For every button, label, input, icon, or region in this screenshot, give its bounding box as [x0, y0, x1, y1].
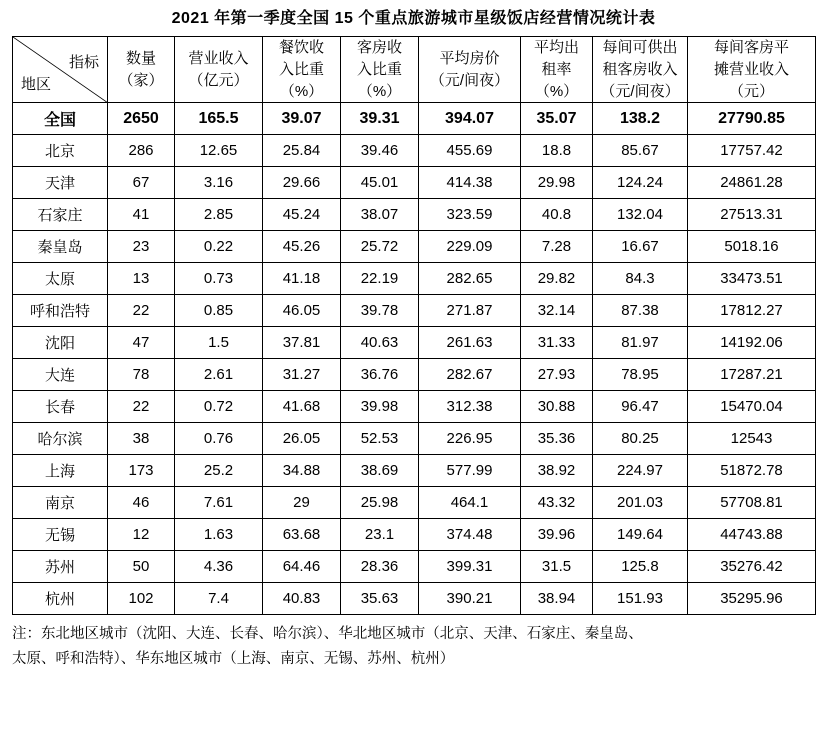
- data-cell: 38.92: [521, 455, 593, 487]
- data-cell: 271.87: [419, 295, 521, 327]
- data-cell: 29.66: [263, 167, 341, 199]
- data-cell: 39.78: [341, 295, 419, 327]
- data-cell: 29.98: [521, 167, 593, 199]
- column-header-count: [108, 37, 175, 103]
- header-line: （元）: [728, 82, 774, 100]
- data-cell: 35.36: [521, 423, 593, 455]
- data-cell: 25.84: [263, 135, 341, 167]
- data-cell: 39.07: [263, 103, 341, 135]
- region-cell: 秦皇岛: [13, 231, 108, 263]
- header-line: 入比重: [356, 60, 402, 78]
- data-cell: 149.64: [593, 519, 688, 551]
- table-body: [13, 103, 816, 615]
- data-cell: 17287.21: [688, 359, 816, 391]
- data-cell: 18.8: [521, 135, 593, 167]
- data-cell: 17812.27: [688, 295, 816, 327]
- data-cell: 0.85: [175, 295, 263, 327]
- data-cell: 7.4: [175, 583, 263, 615]
- data-cell: 0.73: [175, 263, 263, 295]
- table-note: [12, 622, 815, 671]
- data-cell: 64.46: [263, 551, 341, 583]
- data-cell: 390.21: [419, 583, 521, 615]
- region-cell: 天津: [13, 167, 108, 199]
- column-header-average-rate: [419, 37, 521, 103]
- data-cell: 0.76: [175, 423, 263, 455]
- column-header-revpar: [593, 37, 688, 103]
- data-cell: 63.68: [263, 519, 341, 551]
- data-cell: 323.59: [419, 199, 521, 231]
- data-cell: 25.98: [341, 487, 419, 519]
- data-cell: 41.18: [263, 263, 341, 295]
- table-row: [13, 423, 816, 455]
- data-cell: 35.63: [341, 583, 419, 615]
- page-title: 2021 年第一季度全国 15 个重点旅游城市星级饭店经营情况统计表: [171, 10, 656, 27]
- data-cell: 57708.81: [688, 487, 816, 519]
- table-row: [13, 103, 816, 135]
- data-cell: 12: [108, 519, 175, 551]
- data-cell: 39.46: [341, 135, 419, 167]
- column-header-occupancy: [521, 37, 593, 103]
- data-cell: 31.33: [521, 327, 593, 359]
- data-cell: 1.5: [175, 327, 263, 359]
- note-line-2: 太原、呼和浩特）、华东地区城市（上海、南京、无锡、苏州、杭州）: [12, 651, 455, 668]
- data-cell: 29.82: [521, 263, 593, 295]
- data-cell: 14192.06: [688, 327, 816, 359]
- data-cell: 15470.04: [688, 391, 816, 423]
- data-cell: 40.83: [263, 583, 341, 615]
- header-line: 每间可供出: [602, 39, 678, 57]
- data-cell: 165.5: [175, 103, 263, 135]
- data-cell: 38.07: [341, 199, 419, 231]
- data-cell: 22: [108, 295, 175, 327]
- data-cell: 36.76: [341, 359, 419, 391]
- table-row: [13, 135, 816, 167]
- data-cell: 41: [108, 199, 175, 231]
- data-cell: 0.22: [175, 231, 263, 263]
- data-cell: 45.01: [341, 167, 419, 199]
- data-cell: 81.97: [593, 327, 688, 359]
- region-cell: 南京: [13, 487, 108, 519]
- data-cell: 25.72: [341, 231, 419, 263]
- data-cell: 43.32: [521, 487, 593, 519]
- header-line: 入比重: [278, 60, 324, 78]
- data-cell: 1.63: [175, 519, 263, 551]
- data-cell: 85.67: [593, 135, 688, 167]
- data-cell: 46.05: [263, 295, 341, 327]
- region-cell: 石家庄: [13, 199, 108, 231]
- data-cell: 38.94: [521, 583, 593, 615]
- data-cell: 2650: [108, 103, 175, 135]
- data-cell: 31.5: [521, 551, 593, 583]
- region-cell: 全国: [13, 103, 108, 135]
- data-cell: 47: [108, 327, 175, 359]
- data-cell: 224.97: [593, 455, 688, 487]
- header-line: （%）: [357, 82, 402, 100]
- header-line: （元/间夜）: [429, 71, 510, 89]
- data-cell: 25.2: [175, 455, 263, 487]
- header-line: 营业收入: [188, 50, 249, 68]
- table-row: [13, 583, 816, 615]
- data-cell: 51872.78: [688, 455, 816, 487]
- column-header-room-share: [341, 37, 419, 103]
- table-row: [13, 487, 816, 519]
- data-cell: 24861.28: [688, 167, 816, 199]
- data-cell: 31.27: [263, 359, 341, 391]
- data-cell: 35276.42: [688, 551, 816, 583]
- data-cell: 201.03: [593, 487, 688, 519]
- data-cell: 50: [108, 551, 175, 583]
- data-cell: 12543: [688, 423, 816, 455]
- data-cell: 78.95: [593, 359, 688, 391]
- table-row: [13, 327, 816, 359]
- data-cell: 28.36: [341, 551, 419, 583]
- data-cell: 27790.85: [688, 103, 816, 135]
- region-cell: 上海: [13, 455, 108, 487]
- data-cell: 102: [108, 583, 175, 615]
- region-cell: 大连: [13, 359, 108, 391]
- data-cell: 312.38: [419, 391, 521, 423]
- data-cell: 37.81: [263, 327, 341, 359]
- region-cell: 苏州: [13, 551, 108, 583]
- data-cell: 282.65: [419, 263, 521, 295]
- data-cell: 2.61: [175, 359, 263, 391]
- data-cell: 44743.88: [688, 519, 816, 551]
- table-row: [13, 263, 816, 295]
- region-cell: 长春: [13, 391, 108, 423]
- data-cell: 23: [108, 231, 175, 263]
- column-header-catering-share: [263, 37, 341, 103]
- data-cell: 39.98: [341, 391, 419, 423]
- data-cell: 34.88: [263, 455, 341, 487]
- data-cell: 23.1: [341, 519, 419, 551]
- region-cell: 北京: [13, 135, 108, 167]
- data-cell: 39.96: [521, 519, 593, 551]
- header-line: 平均房价: [439, 50, 500, 68]
- data-cell: 38.69: [341, 455, 419, 487]
- data-cell: 29: [263, 487, 341, 519]
- header-line: （家）: [118, 71, 164, 89]
- data-cell: 45.24: [263, 199, 341, 231]
- data-cell: 45.26: [263, 231, 341, 263]
- data-cell: 13: [108, 263, 175, 295]
- data-cell: 124.24: [593, 167, 688, 199]
- header-line: （%）: [279, 82, 324, 100]
- data-cell: 229.09: [419, 231, 521, 263]
- region-cell: 杭州: [13, 583, 108, 615]
- data-cell: 84.3: [593, 263, 688, 295]
- data-cell: 35.07: [521, 103, 593, 135]
- corner-metric-label: 指标: [68, 54, 99, 72]
- header-line: （亿元）: [188, 71, 249, 89]
- region-cell: 太原: [13, 263, 108, 295]
- data-cell: 80.25: [593, 423, 688, 455]
- corner-region-label: 地区: [21, 76, 52, 94]
- data-cell: 16.67: [593, 231, 688, 263]
- data-cell: 39.31: [341, 103, 419, 135]
- data-cell: 46: [108, 487, 175, 519]
- data-cell: 30.88: [521, 391, 593, 423]
- data-cell: 151.93: [593, 583, 688, 615]
- data-cell: 33473.51: [688, 263, 816, 295]
- header-line: 摊营业收入: [713, 60, 789, 78]
- data-cell: 17757.42: [688, 135, 816, 167]
- statistics-table: [12, 36, 816, 615]
- data-cell: 138.2: [593, 103, 688, 135]
- data-cell: 577.99: [419, 455, 521, 487]
- region-cell: 哈尔滨: [13, 423, 108, 455]
- header-line: 平均出: [533, 39, 579, 57]
- data-cell: 399.31: [419, 551, 521, 583]
- data-cell: 87.38: [593, 295, 688, 327]
- data-cell: 52.53: [341, 423, 419, 455]
- data-cell: 96.47: [593, 391, 688, 423]
- data-cell: 7.28: [521, 231, 593, 263]
- data-cell: 464.1: [419, 487, 521, 519]
- table-row: [13, 199, 816, 231]
- table-row: [13, 551, 816, 583]
- data-cell: 455.69: [419, 135, 521, 167]
- data-cell: 282.67: [419, 359, 521, 391]
- header-line: 租客房收入: [602, 60, 678, 78]
- table-row: [13, 455, 816, 487]
- data-cell: 394.07: [419, 103, 521, 135]
- table-row: [13, 359, 816, 391]
- data-cell: 0.72: [175, 391, 263, 423]
- data-cell: 4.36: [175, 551, 263, 583]
- data-cell: 22.19: [341, 263, 419, 295]
- data-cell: 22: [108, 391, 175, 423]
- header-line: （%）: [534, 82, 579, 100]
- data-cell: 35295.96: [688, 583, 816, 615]
- data-cell: 26.05: [263, 423, 341, 455]
- region-cell: 沈阳: [13, 327, 108, 359]
- column-header-revenue-per-room: [688, 37, 816, 103]
- data-cell: 2.85: [175, 199, 263, 231]
- table-row: [13, 391, 816, 423]
- header-line: 餐饮收: [278, 39, 324, 57]
- data-cell: 67: [108, 167, 175, 199]
- table-row: [13, 295, 816, 327]
- data-cell: 173: [108, 455, 175, 487]
- corner-header-cell: [13, 37, 108, 103]
- data-cell: 3.16: [175, 167, 263, 199]
- header-line: 每间客房平: [713, 39, 789, 57]
- data-cell: 38: [108, 423, 175, 455]
- data-cell: 12.65: [175, 135, 263, 167]
- table-row: [13, 231, 816, 263]
- data-cell: 40.8: [521, 199, 593, 231]
- data-cell: 374.48: [419, 519, 521, 551]
- data-cell: 78: [108, 359, 175, 391]
- column-header-revenue: [175, 37, 263, 103]
- region-cell: 呼和浩特: [13, 295, 108, 327]
- table-row: [13, 167, 816, 199]
- table-row: [13, 519, 816, 551]
- data-cell: 226.95: [419, 423, 521, 455]
- data-cell: 41.68: [263, 391, 341, 423]
- data-cell: 7.61: [175, 487, 263, 519]
- header-line: 客房收: [356, 39, 402, 57]
- data-cell: 40.63: [341, 327, 419, 359]
- data-cell: 286: [108, 135, 175, 167]
- header-line: 租率: [541, 60, 572, 78]
- data-cell: 261.63: [419, 327, 521, 359]
- data-cell: 125.8: [593, 551, 688, 583]
- data-cell: 132.04: [593, 199, 688, 231]
- data-cell: 414.38: [419, 167, 521, 199]
- region-cell: 无锡: [13, 519, 108, 551]
- data-cell: 32.14: [521, 295, 593, 327]
- data-cell: 27.93: [521, 359, 593, 391]
- table-header-row: [13, 37, 816, 103]
- note-line-1: 注：东北地区城市（沈阳、大连、长春、哈尔滨）、华北地区城市（北京、天津、石家庄、秦皇岛、: [12, 626, 643, 643]
- data-cell: 5018.16: [688, 231, 816, 263]
- header-line: 数量: [125, 50, 156, 68]
- header-line: （元/间夜）: [600, 82, 680, 100]
- data-cell: 27513.31: [688, 199, 816, 231]
